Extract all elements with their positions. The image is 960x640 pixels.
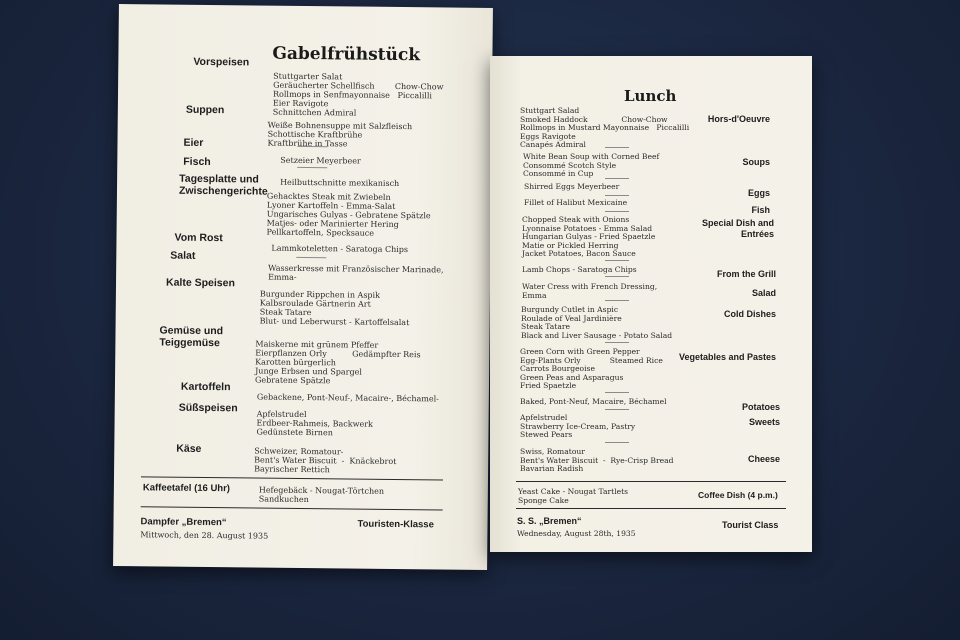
dishes-special: Chopped Steak with Onions Lyonnaise Potatoes - Emma Salad Hungarian Gulyas - Fried Spaetzle Matie or Pickled Herring Jacket Potatoes, Bacon Sauce: [522, 215, 656, 259]
category-kartoffeln: Kartoffeln: [180, 380, 231, 394]
left-top-rule: [141, 476, 443, 480]
category-fish: Fish: [751, 205, 770, 215]
dishes-kalte-speisen: Burgunder Rippchen in Aspik Kalbsroulade Gärtnerin Art Steak Tatare Blut- und Leberwurst - Kartoffelsalat: [259, 289, 410, 328]
category-gemuese: Gemüse und Teiggemüse: [159, 324, 224, 350]
category-kaese: Käse: [176, 442, 202, 455]
left-date: Mittwoch, den 28. August 1935: [140, 530, 269, 541]
kaffeetafel-dishes: Hefegebäck - Nougat-Törtchen Sandkuchen: [258, 485, 385, 505]
kaffeetafel-label: Kaffeetafel (16 Uhr): [142, 482, 231, 495]
dishes-eggs: Shirred Eggs Meyerbeer: [524, 182, 620, 191]
category-sweets: Sweets: [748, 417, 780, 427]
category-vorspeisen: Vorspeisen: [193, 55, 250, 69]
right-class: Tourist Class: [722, 520, 779, 530]
dishes-potatoes: Baked, Pont-Neuf, Macaire, Béchamel: [520, 397, 667, 406]
dishes-kartoffeln: Gebackene, Pont-Neuf-, Macaire-, Béchamel-: [256, 392, 439, 404]
left-bottom-rule: [141, 506, 443, 510]
right-bottom-rule: [516, 508, 786, 509]
category-salat: Salat: [170, 249, 196, 262]
category-tagesplatte: Tagesplatte und Zwischengerichte: [178, 172, 268, 198]
dishes-cheese: Swiss, Romatour Bent's Water Biscuit - Rye-Crisp Bread Bavarian Radish: [520, 447, 674, 474]
category-cold: Cold Dishes: [723, 309, 776, 319]
dishes-grill: Lamb Chops - Saratoga Chips: [522, 265, 637, 274]
dishes-suessspeisen: Apfelstrudel Erdbeer-Rahmeis, Backwerk Gedünstete Birnen: [256, 409, 373, 438]
dishes-vegetables: Green Corn with Green Pepper Egg-Plants Orly Steamed Rice Carrots Bourgeoise Green Peas and Asparagus Fried Spaetzle: [520, 347, 663, 391]
dishes-suppen: Weiße Bohnensuppe mit Salzfleisch Schottische Kraftbrühe Kraftbrühe in Tasse: [267, 120, 413, 149]
left-ship-name: Dampfer „Bremen“: [140, 516, 227, 529]
category-kalte-speisen: Kalte Speisen: [165, 276, 235, 290]
dishes-soups: White Bean Soup with Corned Beef Consommé Scotch Style Consommé in Cup: [523, 152, 660, 179]
coffee-label: Coffee Dish (4 p.m.): [698, 490, 778, 500]
category-suessspeisen: Süßspeisen: [178, 401, 238, 415]
dishes-vorspeisen: Stuttgarter Salat Geräucherter Schellfisch Chow-Chow Rollmops in Senfmayonnaise Piccalilli Eier Ravigote Schnittchen Admiral: [272, 71, 444, 118]
category-eggs: Eggs: [747, 188, 770, 198]
dishes-kaese: Schweizer, Romatour- Bent's Water Biscuit - Knäckebrot Bayrischer Rettich: [254, 446, 397, 475]
dishes-sweets: Apfelstrudel Strawberry Ice-Cream, Pastry Stewed Pears: [520, 413, 636, 440]
category-special: Special Dish and Entrées: [701, 218, 774, 239]
dishes-hors-doeuvre: Stuttgart Salad Smoked Haddock Chow-Chow Rollmops in Mustard Mayonnaise Piccalilli Eggs Ravigote Canapés Admiral: [520, 106, 690, 150]
dishes-salad: Water Cress with French Dressing, Emma: [522, 282, 658, 300]
dishes-vom-rost: Lammkoteletten - Saratoga Chips: [271, 243, 409, 255]
right-ship-name: S. S. „Bremen“: [517, 516, 582, 526]
dishes-fish: Fillet of Halibut Mexicaine: [524, 198, 628, 207]
category-suppen: Suppen: [185, 103, 225, 117]
dishes-gemuese: Maiskerne mit grünem Pfeffer Eierpflanzen Orly Gedämpfter Reis Karotten bürgerlich Junge Erbsen und Spargel Gebratene Spätzle: [254, 339, 421, 386]
category-hors-doeuvre: Hors-d'Oeuvre: [707, 114, 770, 124]
category-vegetables: Vegetables and Pastes: [678, 352, 776, 362]
left-title: Gabelfrühstück: [272, 43, 421, 66]
dishes-fisch: Heilbuttschnitte mexikanisch: [280, 177, 400, 189]
dishes-salat: Wasserkresse mit Französischer Marinade, Emma-: [268, 263, 444, 282]
right-top-rule: [516, 481, 786, 482]
category-salad: Salad: [751, 288, 776, 298]
category-grill: From the Grill: [716, 269, 776, 279]
dishes-cold: Burgundy Cutlet in Aspic Roulade of Veal Jardinière Steak Tatare Black and Liver Sausage - Potato Salad: [521, 305, 673, 340]
dishes-eier: Setzeier Meyerbeer: [280, 155, 361, 166]
category-vom-rost: Vom Rost: [174, 231, 223, 245]
right-title: Lunch: [624, 87, 677, 105]
category-eier: Eier: [183, 136, 204, 149]
left-class: Touristen-Klasse: [357, 518, 434, 531]
category-fisch: Fisch: [183, 155, 211, 169]
category-soups: Soups: [742, 157, 770, 167]
right-date: Wednesday, August 28th, 1935: [517, 529, 636, 538]
dishes-tagesplatte: Gehacktes Steak mit Zwiebeln Lyoner Kartoffeln - Emma-Salat Ungarisches Gulyas - Gebratene Spätzle Matjes- oder Marinierter Hering Pellkartoffeln, Specksauce: [266, 191, 431, 238]
category-cheese: Cheese: [747, 454, 780, 464]
left-menu-page: [113, 4, 493, 570]
right-menu-page: [490, 56, 812, 552]
coffee-dishes: Yeast Cake - Nougat Tartlets Sponge Cake: [518, 487, 629, 505]
category-potatoes: Potatoes: [741, 402, 780, 412]
